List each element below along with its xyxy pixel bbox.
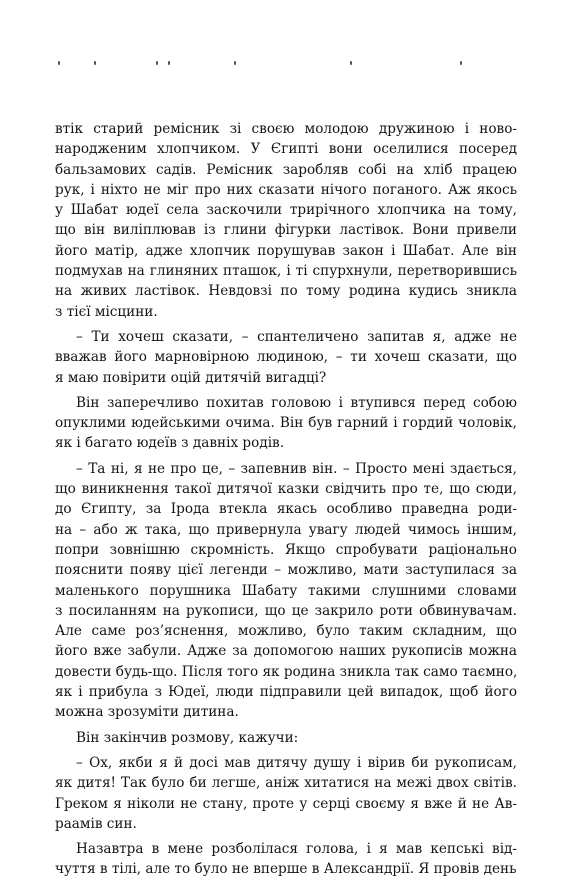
text-line: опуклими юдейськими очима. Він був гарний і гордий чоловік, [55, 415, 517, 432]
body-text [55, 119, 517, 885]
text-line: – Та ні, я не про це, – запевнив він. – Просто мені здається, [76, 460, 517, 477]
paragraph [55, 119, 517, 322]
text-line: маленького порушника Шабату такими слушними словами [55, 582, 517, 599]
text-line: раамів син. [55, 815, 137, 832]
paragraph [55, 753, 517, 834]
running-header-residue [58, 57, 468, 69]
text-line: його вже забули. Адже за допомогою наших рукописів можна [55, 643, 517, 660]
text-line: втік старий ремісник зі своєю молодою дружиною і ново- [55, 121, 517, 137]
text-line: Але саме роз’яснення, можливо, було таким складним, що [55, 623, 517, 640]
text-line: вважав його марновірною людиною, – ти хочеш сказати, що [55, 349, 517, 366]
paragraph [55, 459, 517, 723]
text-line: як дитя! Так було би легше, аніж хитатися на межі двох світів. [55, 775, 517, 792]
paragraph [55, 728, 517, 748]
text-line: на – або ж така, що привернула увагу людей чимось іншим, [55, 521, 517, 538]
text-line: як і багато юдеїв з давніх родів. [55, 435, 285, 452]
text-line: до Єгипту, за Ірода втекла якась особливо праведна роди- [55, 501, 517, 518]
paragraph [55, 327, 517, 388]
text-line: Греком я ніколи не стану, проте у серці своєму я вже й не Ав- [55, 795, 517, 812]
text-line: рук, і ніхто не міг про них сказати нічого поганого. Аж якось [55, 181, 517, 198]
text-line: що він виліплював із глини фігурки ластівок. Вони привели [55, 222, 517, 239]
text-line: Назавтра в мене розболілася голова, і я мав кепські від- [76, 841, 517, 858]
text-line: Він закінчив розмову, кажучи: [76, 729, 299, 746]
text-line: як і прибула з Юдеї, люди підправили цей випадок, щоб його [55, 684, 517, 701]
text-line: можна зрозуміти дитина. [55, 704, 239, 721]
text-line: подмухав на глиняних пташок, і ті спурхнули, перетворившись [55, 263, 517, 280]
text-line: – Ох, якби я й досі мав дитячу душу і вірив би рукописам, [76, 754, 517, 771]
text-line: довести будь-що. Після того як родина зникла так само таємно, [55, 663, 518, 680]
text-line: що виникнення такої дитячої казки свідчить про те, що сюди, [55, 481, 517, 498]
text-line: на живих ластівок. Невдовзі по тому родина кудись зникла [55, 283, 517, 300]
text-line: я маю повірити оцій дитячій вигадці? [55, 369, 327, 386]
paragraph [55, 839, 517, 880]
text-line: його матір, адже хлопчик порушував закон і Шабат. Але він [55, 242, 517, 259]
text-line: Він заперечливо похитав головою і втупився перед собою [76, 394, 517, 411]
text-line: попри зовнішню скромність. Якщо спробувати раціонально [55, 541, 517, 558]
text-line: бальзамових садів. Ремісник заробляв собі на хліб працею [55, 161, 517, 178]
text-line: з посиланням на рукописи, що це закрило роти обвинувачам. [55, 602, 517, 619]
text-line: з тієї місцини. [55, 303, 158, 320]
text-line: народженим хлопчиком. У Єгипті вони оселилися посеред [55, 141, 517, 158]
text-line: пояснити появу цієї легенди – можливо, мати заступилася за [55, 562, 517, 579]
text-line: чуття в тілі, але то було не вперше в Александрії. Я провів день [55, 861, 517, 878]
text-line: у Шабат юдеї села заскочили трирічного хлопчика на тому, [55, 202, 517, 219]
paragraph [55, 393, 517, 454]
text-line: – Ти хочеш сказати, – спантеличено запитав я, адже не [76, 328, 517, 345]
